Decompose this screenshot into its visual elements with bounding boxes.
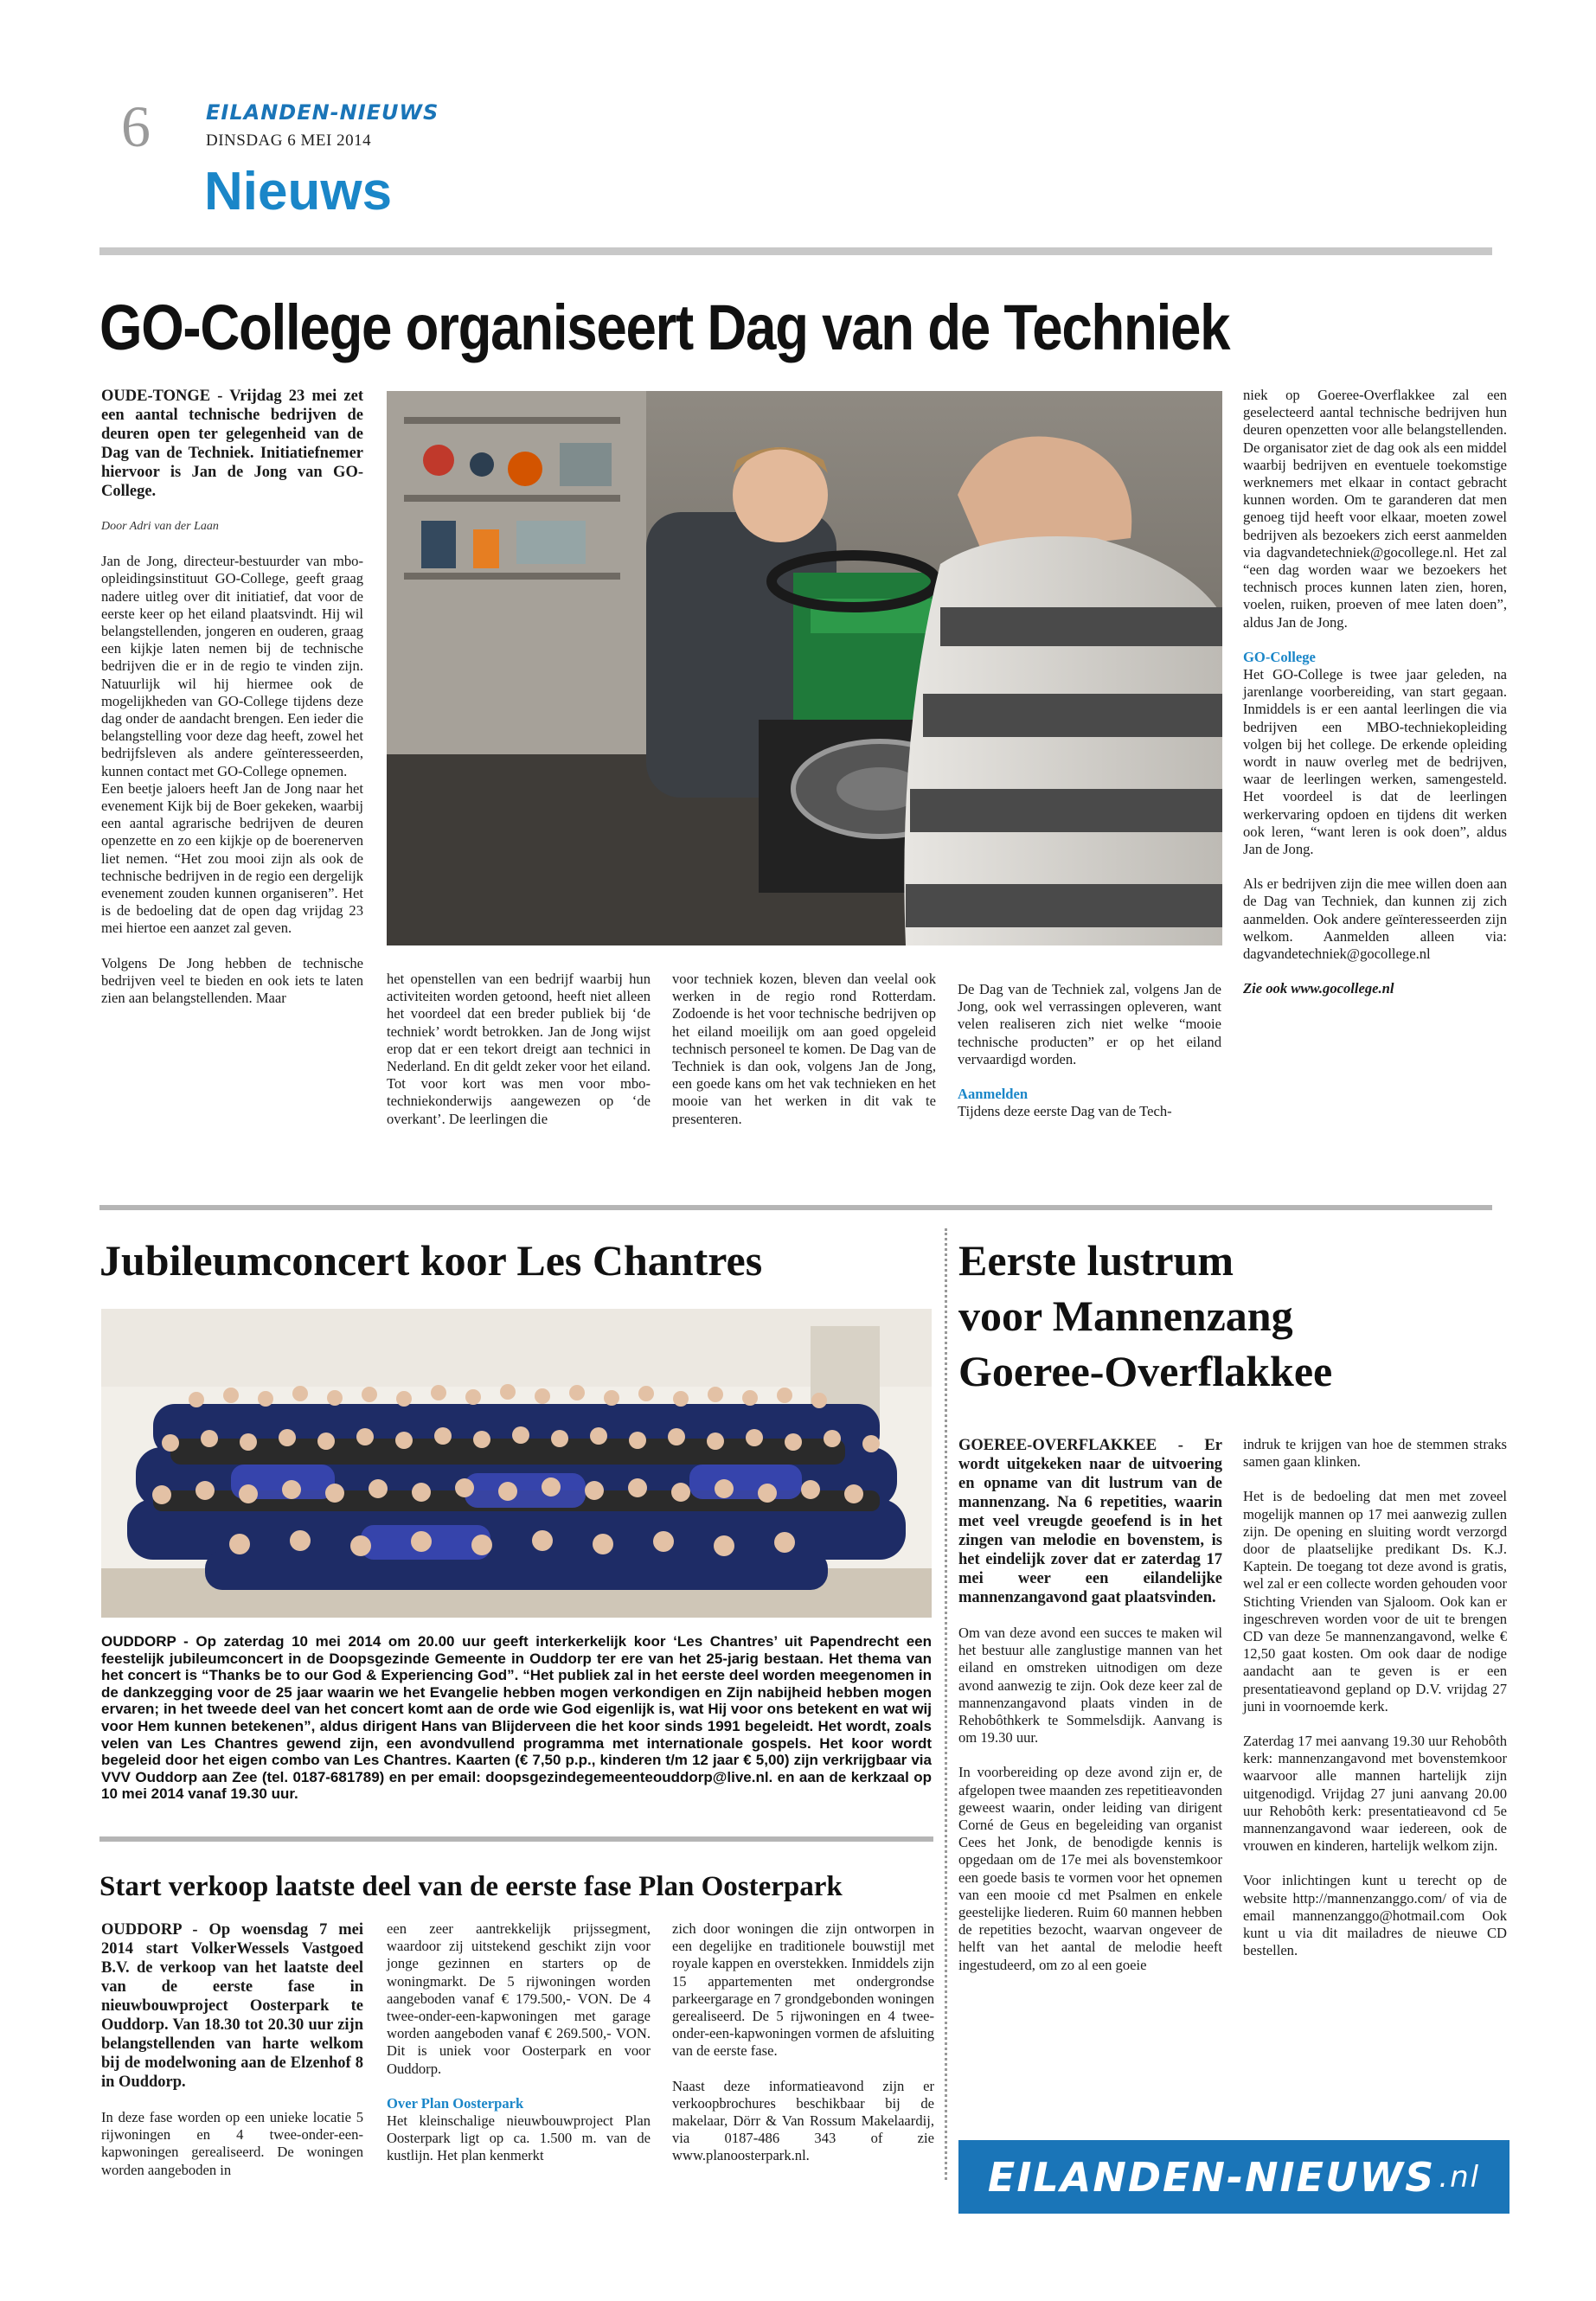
article1-col3 [672, 971, 936, 1145]
article3-col2-p1: een zeer aantrekkelijk prijssegment, waardoor zij uitstekend geschikt zijn voor jonge gezinnen en starters op de woningmarkt. De 5 rijwoningen worden aangeboden vanaf € 179.500,- VON. De 4 twee-onder-een-kapwoningen met garage worden aangeboden vanaf € 269.500,- VON. Dit is uniek voor Oosterpark en voor Ouddorp. [387, 1920, 651, 2077]
article1-lead: OUDE-TONGE - Vrijdag 23 mei zet een aantal technische bedrijven de deuren open ter gelegenheid van de Dag van de Techniek. Initiatiefnemer hiervoor is Jan de Jong van GO-College. [101, 388, 363, 500]
article4-col1-p2: In voorbereiding op deze avond zijn er, de afgelopen twee maanden zes repetitieavonden geweest waarin, onder leiding van dirigent Corné de Geus en begeleiding van organist Cees het Jonk, de benodigde kennis is opgedaan om de 17e mei als bovenstemkoor een goede basis te vormen voor het opnemen van een mooie cd met Psalmen en enkele geestelijke liederen. Ruim 60 mannen hebben de repetities bezocht, waarvan ongeveer de helft van het aantal de melodie heeft ingestudeerd, om zo al een goeie [958, 1764, 1222, 1973]
article2-photo-choir [101, 1309, 932, 1618]
article3-col1 [101, 1920, 363, 2196]
eilanden-nieuws-ad-banner[interactable] [958, 2140, 1509, 2214]
article1-col4-subhead: Aanmelden [958, 1086, 1029, 1103]
article1-col3-text: voor techniek kozen, bleven dan veelal ook werken in de regio rond Rotterdam. Zodoende is het voor technische bedrijven op het eiland moeilijk om aan goed opgeleid technisch personeel te komen. De Dag van de Techniek is dan ook, volgens Jan de Jong, een goede kans om het vak technieken en het mooie van het werken in dit vak te presenteren. [672, 971, 936, 1127]
article3-col3-p2: Naast deze informatieavond zijn er verkoopbrochures beschikbaar bij de makelaar, Dörr & Van Rossum Makelaardij, via 0187-486 343 of zie www.planoosterpark.nl. [672, 2077, 934, 2164]
article1-col5 [1243, 387, 1507, 1016]
article1-col4-p1: De Dag van de Techniek zal, volgens Jan de Jong, ook wel verrassingen opleveren, want velen realiseren zich niet welke “mooie technische producten” er op het eiland vervaardigd worden. [958, 981, 1221, 1067]
article4-lead: GOEREE-OVERFLAKKEE - Er wordt uitgekeken naar de uitvoering en opname van dit lustrum van de mannenzang. Na 6 repetities, waarin met veel vreugde geoefend is in het zingen van melodie en bovenstem, is het eindelijk zover dat er zaterdag 17 mei weer een eilandelijke mannenzangavond gaat plaatsvinden. [958, 1437, 1222, 1606]
article3-col2-subhead: Over Plan Oosterpark [387, 2094, 524, 2112]
article1-headline: GO-College organiseert Dag van de Techniek [99, 292, 1230, 363]
article3-col3-p1: zich door woningen die zijn ontworpen in een degelijke en traditionele bouwstijl met royale kappen en overstekken. Inmiddels zijn 15 appartementen met ondergrondse parkeergarage en 7 grondgebonden woningen gerealiseerd. De 5 rijwoningen en 4 twee-onder-een-kapwoningen vormen de afsluiting van de eerste fase. [672, 1920, 934, 2060]
article1-col4-p2: Tijdens deze eerste Dag van de Tech- [958, 1103, 1172, 1120]
article1-bottom-rule [99, 1205, 1492, 1210]
article2-bottom-rule [99, 1836, 933, 1842]
article3-col3 [672, 1920, 934, 2182]
article1-col2 [387, 971, 651, 1145]
article1-col5-subhead: GO-College [1243, 648, 1316, 665]
article4-col2-p1: indruk te krijgen van hoe de stemmen straks samen gaan klinken. [1243, 1436, 1507, 1471]
article4-col2-p3: Zaterdag 17 mei aanvang 19.30 uur Rehobôth kerk: mannenzangavond met bovenstemkoor waarvoor alle mannen hartelijk zijn uitgenodigd. Vrijdag 27 juni aanvang 20.00 uur Rehobôth kerk: presentatieavond cd 5e mannenzangavond waar iedereen, ook de vrouwen en kinderen, hartelijk welkom zijn. [1243, 1733, 1507, 1855]
article1-col1 [101, 387, 363, 1024]
ad-brand-name: EILANDEN-NIEUWS [987, 2153, 1436, 2201]
section-title: Nieuws [204, 162, 393, 221]
article4-col2-p2: Het is de bedoeling dat men met zoveel mogelijk mannen op 17 mei aanwezig zullen zijn. De opening en sluiting wordt verzorgd door de plaatselijke predikant Ds. K.J. Kaptein. De toegang tot deze avond is gratis, wel zal er een collecte worden gehouden voor Stichting Vrienden van Sjaloom. Ook kan er ingeschreven worden voor de uit te brengen CD van deze 5e mannenzangavond, welke € 12,50 gaat kosten. Om ook daar de nodige aandacht aan te geven is er een presentatieavond gepland op D.V. vrijdag 27 juni in voornoemde kerk. [1243, 1488, 1507, 1715]
article1-see-also: Zie ook www.gocollege.nl [1243, 980, 1394, 997]
article1-byline: Door Adri van der Laan [101, 520, 219, 533]
page-number: 6 [121, 93, 151, 159]
article2-headline: Jubileumconcert koor Les Chantres [99, 1236, 763, 1285]
article3-col2-p2: Het kleinschalige nieuwbouwproject Plan Oosterpark ligt op ca. 1.500 m. van de kustlijn. Het plan kenmerkt [387, 2112, 651, 2164]
ad-brand-suffix: .nl [1439, 2159, 1481, 2195]
header-rule [99, 247, 1492, 255]
article4-col1-p1: Om van deze avond een succes te maken wil het bestuur alle zanglustige mannen van het eiland en omstreken uitnodigen om deze avond aanwezig te zijn. Ook deze keer zal de mannenzangavond plaats vinden in de Rehobôthkerk te Sommelsdijk. Aanvang is om 19.30 uur. [958, 1625, 1222, 1747]
article4-col2 [1243, 1436, 1507, 1977]
issue-date: DINSDAG 6 MEI 2014 [206, 131, 372, 150]
article3-col1-p1: In deze fase worden op een unieke locatie 5 rijwoningen en 4 twee-onder-een-kapwoningen gerealiseerd. De woningen worden aangeboden in [101, 2109, 363, 2178]
article3-headline: Start verkoop laatste deel van de eerste fase Plan Oosterpark [99, 1871, 843, 1902]
article4-col1 [958, 1436, 1222, 1991]
column-divider [945, 1228, 947, 2180]
article1-col4 [958, 981, 1221, 1138]
article4-headline-line1: Eerste lustrum [958, 1236, 1234, 1285]
article1-col1-p2: Een beetje jaloers heeft Jan de Jong naar het evenement Kijk bij de Boer gekeken, waarbij een aantal agrarische bedrijven de deuren openzette en zo een kijkje op de boerenerven liet nemen. “Het zou mooi zijn als ook de technische bedrijven in de regio een dergelijk evenement zouden kunnen organiseren”. Het is de bedoeling dat de open dag vrijdag 23 mei hiertoe een aanzet zal geven. [101, 779, 363, 937]
article4-col2-p4: Voor inlichtingen kunt u terecht op de website http://mannenzanggo.com/ of via de email mannenzanggo@hotmail.com Ook kunt u via dit mailadres de nieuwe CD bestellen. [1243, 1872, 1507, 1959]
article1-col5-p2: Het GO-College is twee jaar geleden, na jarenlange voorbereiding, van start gegaan. Inmiddels is er een aantal leerlingen die via bedrijven een MBO-techniekopleiding volgen bij het college. De erkende opleiding wordt in nauw overleg met de bedrijven, waar de leerlingen werken, samengesteld. Het voordeel is dat de leerlingen werkervaring opdoen en tijdens dit werken ook leren, “want leren is ook doen”, aldus Jan de Jong. [1243, 666, 1507, 858]
article1-col2-text: het openstellen van een bedrijf waarbij hun activiteiten worden getoond, heeft niet alleen het voordeel dat een breder publiek bij ‘de techniek’ wordt betrokken. Jan de Jong wijst erop dat er een tekort dreigt aan technici in Nederland. En dit geldt zeker voor het eiland. Tot voor kort was men voor mbo-techniekonderwijs aangewezen op ‘de overkant’. De leerlingen die [387, 971, 651, 1127]
article1-col1-p3: Volgens De Jong hebben de technische bedrijven veel te bieden en ook iets te laten zien aan belangstellenden. Maar [101, 954, 363, 1007]
article2-caption: OUDDORP - Op zaterdag 10 mei 2014 om 20.00 uur geeft interkerkelijk koor ‘Les Chantres’ uit Papendrecht een feestelijk jubileumconcert in de Doopsgezinde Gemeente in Ouddorp ter ere van het 25-jarig bestaan. Het thema van het concert is “Thanks be to our God & Experiencing God”. “Het publiek zal in het eerste deel worden meegenomen in de dankzegging voor de 25 jaar waarin we het Evangelie hebben mogen verkondigen en Zijn nabijheid hebben mogen ervaren; in het tweede deel van het concert komt aan de orde wie God eigenlijk is, wat Hij voor ons betekent en wat wij voor Hem kunnen betekenen”, aldus dirigent Hans van Blijderveen die het koor sinds 1991 begeleidt. Het wordt, zoals velen van Les Chantres gewend zijn, een avondvullend programma met internationale gospels. Het koor wordt begeleid door het eigen combo van Les Chantres. Kaarten (€ 7,50 p.p., kinderen t/m 12 jaar € 5,00) zijn verkrijgbaar via VVV Ouddorp aan Zee (tel. 0187-681789) en per email: doopsgezindegemeenteouddorp@live.nl. en aan de kerkzaal op 10 mei 2014 vanaf 19.30 uur. [101, 1633, 932, 1803]
article1-col5-p3: Als er bedrijven zijn die mee willen doen aan de Dag van Techniek, dan kunnen zij zich aanmelden. Ook andere geïnteresseerden zijn welkom. Aanmelden alleen via: dagvandetechniek@gocollege.nl [1243, 875, 1507, 963]
article3-col2 [387, 1920, 651, 2182]
article1-col1-p1: Jan de Jong, directeur-bestuurder van mbo-opleidingsinstituut GO-College, geeft graag nadere uitleg over dit initiatief, dat voor de eerste keer op het eiland plaatsvindt. Hij wil belangstellenden, jongeren en ouderen, graag een kijkje laten nemen bij de technische bedrijven die er in de regio te vinden zijn. Natuurlijk wil hij hiermee ook de mogelijkheden van GO-College tijdens deze dag onder de aandacht brengen. Een ieder die belangstelling voor deze dag heeft, zowel het bedrijfsleven als andere geïnteresseerden, kunnen contact met GO-College opnemen. [101, 553, 363, 779]
article1-photo-technician [387, 391, 1222, 945]
article1-col5-p1: niek op Goeree-Overflakkee zal een geselecteerd aantal technische bedrijven hun deuren openzetten voor alle belangstellenden. De organisator ziet de dag ook als een middel waarbij bedrijven en eventuele toekomstige werknemers met elkaar in contact gebracht kunnen worden. Om te garanderen dat men genoeg tijd heeft voor elkaar, moeten zowel bedrijven als bezoekers zich eerst aanmelden via dagvandetechniek@gocollege.nl. Het zal “een dag worden waar we bezoekers het technisch proces kunnen laten zien, horen, voelen, ruiken, proeven of mee laten doen”, aldus Jan de Jong. [1243, 387, 1507, 631]
article4-headline-line3: Goeree-Overflakkee [958, 1347, 1333, 1395]
article3-lead: OUDDORP - Op woensdag 7 mei 2014 start VolkerWessels Vastgoed B.V. de verkoop van het laatste deel van de eerste fase in nieuwbouwproject Oosterpark te Ouddorp. Van 18.30 tot 20.30 uur zijn belangstellenden van harte welkom bij de modelwoning aan de Elzenhof 8 in Ouddorp. [101, 1921, 363, 2091]
article4-headline [958, 1233, 1332, 1399]
article4-headline-line2: voor Mannenzang [958, 1292, 1293, 1340]
masthead-logo: EILANDEN-NIEUWS [206, 100, 439, 125]
